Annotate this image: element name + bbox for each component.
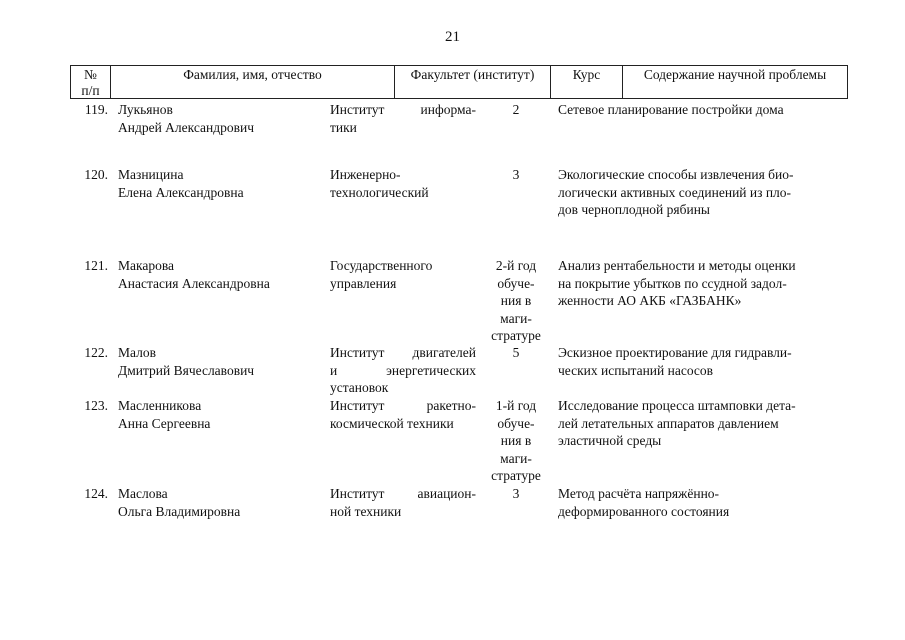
row-number — [70, 397, 108, 415]
research-topic-line: логически активных соединений из пло- — [558, 184, 792, 200]
row-number — [70, 344, 108, 362]
faculty — [330, 344, 476, 397]
header-course: Курс — [551, 66, 623, 98]
faculty-line: Инженерно- — [330, 167, 401, 182]
faculty-line: технологический — [330, 184, 429, 200]
faculty-line: ной техники — [330, 503, 402, 519]
research-topic-line: женности АО АКБ «ГАЗБАНК» — [558, 293, 742, 308]
research-topic-line: эластичной среды — [558, 433, 662, 448]
course-line: обуче- — [497, 415, 535, 431]
course-line: стратуре — [491, 328, 541, 343]
research-topic-line: Метод расчёта напряжённо- — [558, 486, 720, 501]
student-name-line: Мазницина — [118, 167, 184, 182]
faculty-line: Институт ракетно- — [330, 398, 476, 413]
course-line: 5 — [512, 345, 520, 360]
course-line: маги- — [500, 310, 532, 326]
research-topic-line: на покрытие убытков по ссудной задол- — [558, 275, 787, 291]
faculty-line: Государственного — [330, 258, 433, 273]
research-topic — [558, 101, 840, 119]
course — [490, 397, 542, 485]
row-number — [70, 485, 108, 503]
student-name-line: Елена Александровна — [118, 184, 244, 200]
student-name-line: Андрей Александрович — [118, 119, 255, 135]
row-number — [70, 257, 108, 275]
faculty-line: установок — [330, 380, 389, 395]
course — [490, 257, 542, 345]
research-topic-line: ческих испытаний насосов — [558, 362, 714, 378]
student-name-line: Маслова — [118, 486, 168, 501]
course-line: 3 — [512, 486, 520, 501]
header-faculty: Факультет (институт) — [395, 66, 551, 98]
research-topic — [558, 397, 840, 450]
student-name-line: Лукьянов — [118, 102, 173, 117]
row-number-line: 123. — [84, 398, 108, 413]
faculty — [330, 485, 476, 520]
course-line: ния в — [500, 293, 532, 308]
research-topic-line: деформированного состояния — [558, 503, 730, 519]
student-name-line: Анна Сергеевна — [118, 415, 211, 431]
research-topic-line: Экологические способы извлечения био- — [558, 167, 794, 182]
header-topic: Содержание научной проблемы — [643, 67, 827, 82]
research-topic-line: Эскизное проектирование для гидравли- — [558, 345, 792, 360]
row-number-line: 122. — [84, 345, 108, 360]
table-header — [70, 65, 848, 99]
header-num — [71, 66, 111, 98]
course — [490, 485, 542, 503]
course-line: 1-й год — [495, 398, 537, 413]
faculty-line: управления — [330, 275, 397, 291]
faculty-line: Институт информа- — [330, 102, 476, 117]
faculty-line: и энергетических — [330, 362, 476, 378]
research-topic-line: дов черноплодной рябины — [558, 202, 710, 217]
student-name-line: Малов — [118, 345, 156, 360]
course-line: маги- — [500, 450, 532, 466]
student-name-line: Макарова — [118, 258, 175, 273]
faculty-line: Институт двигателей — [330, 345, 476, 360]
faculty-line: космической техники — [330, 415, 454, 431]
student-name-line: Масленникова — [118, 398, 202, 413]
student-name-line: Дмитрий Вячеславович — [118, 362, 255, 378]
faculty — [330, 166, 476, 201]
header-name: Фамилия, имя, отчество — [111, 66, 395, 98]
research-topic-line: лей летательных аппаратов давлением — [558, 415, 779, 431]
course-line: ния в — [500, 433, 532, 448]
course-line: стратуре — [491, 468, 541, 483]
research-topic — [558, 344, 840, 379]
course — [490, 101, 542, 119]
row-number-line: 124. — [84, 486, 108, 501]
row-number-line: 120. — [84, 167, 108, 182]
page-number: 21 — [445, 29, 460, 45]
row-number — [70, 166, 108, 184]
row-number-line: 121. — [84, 258, 108, 273]
research-topic-line: Анализ рентабельности и методы оценки — [558, 258, 796, 273]
row-number-line: 119. — [84, 102, 108, 117]
course-line: 2 — [512, 102, 520, 117]
student-name-line: Ольга Владимировна — [118, 503, 241, 519]
research-topic — [558, 485, 840, 520]
header-num-line2: п/п — [81, 83, 100, 98]
faculty-line: тики — [330, 119, 357, 135]
research-topic — [558, 257, 840, 310]
faculty — [330, 101, 476, 136]
faculty — [330, 397, 476, 432]
research-topic-line: Сетевое планирование постройки дома — [558, 102, 784, 117]
research-topic — [558, 166, 840, 219]
course — [490, 166, 542, 184]
student-name-line: Анастасия Александровна — [118, 275, 270, 291]
course-line: обуче- — [497, 275, 535, 291]
course-line: 2-й год — [495, 258, 537, 273]
row-number — [70, 101, 108, 119]
faculty-line: Институт авиацион- — [330, 486, 476, 501]
faculty — [330, 257, 476, 292]
header-num-line1: № — [84, 67, 97, 82]
course-line: 3 — [512, 167, 520, 182]
course — [490, 344, 542, 362]
research-topic-line: Исследование процесса штамповки дета- — [558, 398, 796, 413]
